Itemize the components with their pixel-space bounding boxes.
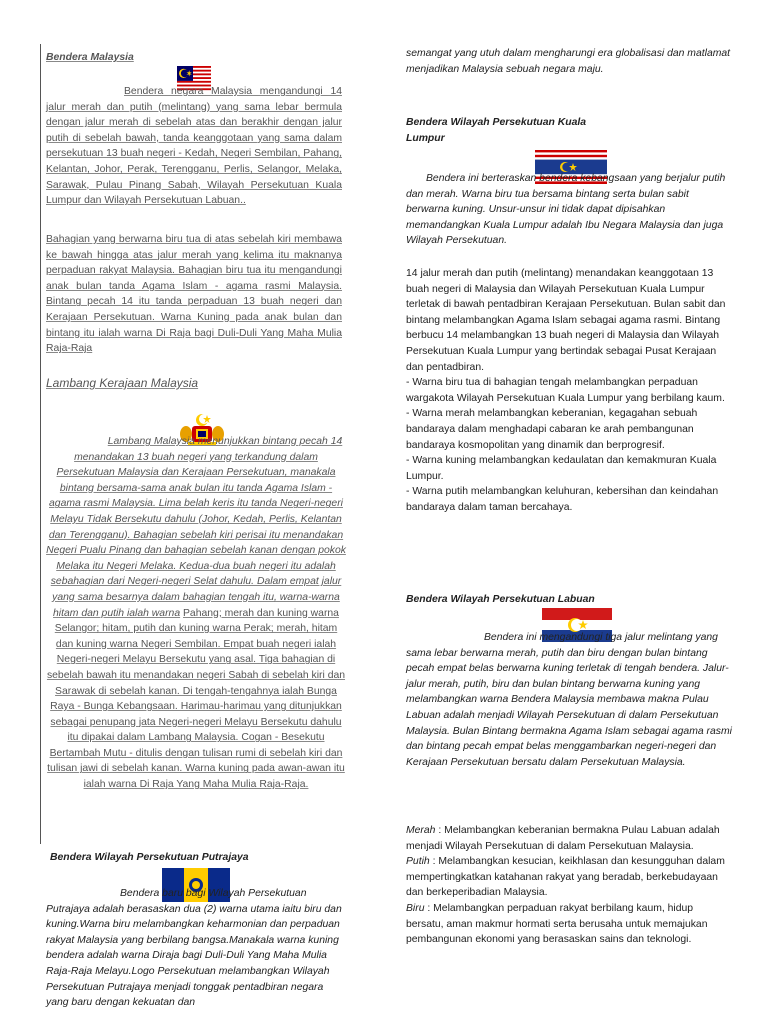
lambang-description — [46, 434, 346, 793]
section-kuala-lumpur — [406, 115, 732, 146]
kl-flag-description — [406, 171, 732, 249]
margin-rule — [40, 44, 41, 844]
section-heading: Bendera Malaysia — [46, 52, 134, 63]
section-bendera-malaysia — [46, 50, 342, 66]
section-heading-line2: Lumpur — [406, 132, 445, 144]
color-item-putih — [406, 854, 732, 901]
color-item-biru — [406, 901, 732, 948]
section-heading: Lambang Kerajaan Malaysia — [46, 376, 199, 390]
labuan-color-meanings — [406, 823, 732, 948]
labuan-flag-description — [406, 630, 732, 770]
malaysia-flag-meaning — [46, 232, 342, 357]
section-heading: Bendera Wilayah Persekutuan Putrajaya — [50, 852, 249, 863]
color-item-merah — [406, 823, 732, 854]
paragraph: semangat yang utuh dalam mengharungi era globalisasi dan matlamat menjadikan Malaysia sebuah negara maju. — [406, 48, 731, 75]
section-putrajaya — [46, 850, 342, 866]
paragraph: Bendera ini berteraskan bendera kebangsaan yang berjalur putih dan merah. Warna biru tua bersama bintang serta bulan sabit berwarna kuning. Unsur-unsur ini tidak dapat dipisahkan memandangkan Kuala Lumpur adalah Ibu Negara Malaysia dan juga Wilayah Persekutuan. — [406, 173, 726, 247]
section-labuan — [406, 592, 732, 608]
paragraph: Bendera baru bagi Wilayah Persekutuan Putrajaya adalah berasaskan dua (2) warna utama iaitu biru dan kuning.Warna biru melambangkan keharmonian dan perpaduan rakyat Malaysia yang berbilang bangsa.Manakala warna kuning bendera adalah warna Diraja bagi Duli-Duli Yang Maha Mulia Raja-Raja Melayu.Logo Persekutuan melambangkan Wilayah Persekutuan Putrajaya menjadi tonggak pentadbiran negara yang baru dengan kekuatan dan — [46, 888, 342, 1009]
section-heading-line1: Bendera Wilayah Persekutuan Kuala — [406, 117, 587, 128]
color-desc: : Melambangkan kesucian, keikhlasan dan kesungguhan dalam mempertingkatkan katahanan rakyat yang beradab, berkebudayaan dan berkeperibadian Malaysia. — [406, 856, 725, 899]
color-term: Biru — [406, 902, 425, 914]
normal-text: Pahang; merah dan kuning warna Selangor; hitam, putih dan kuning warna Perak; merah, hitam dan kuning warna Negeri Sembilan. Empat buah negeri ialah Negeri-negeri Melayu Bersekutu yang asal. Tiga bahagian di sebelah bawah itu menandakan negeri Sabah di sebelah kiri dan Sarawak di sebelah kanan. Di tengah-tengahnya ialah Bunga Raya - Bunga Kebangsaan. Harimau-harimau yang ditunjukkan sebagai penupang jata Negeri-negeri Melayu Bersekutu dahulu itu dipakai dalam Lambang Malaysia. Cogan - Besekutu Bertambah Mutu - ditulis dengan tulisan rumi di sebelah kiri dan tulisan jawi di sebelah kanan. Warna kuning pada awan-awan itu ialah warna Di Raja Yang Maha Mulia Raja-Raja. — [46, 607, 346, 791]
malaysia-flag-description — [46, 84, 342, 229]
bullet-item: - Warna kuning melambangkan kedaulatan dan kemakmuran Kuala Lumpur. — [406, 455, 717, 482]
color-desc: : Melambangkan perpaduan rakyat berbilang kaum, hidup bersatu, aman makmur hormati serta berusaha untuk memajukan pembangunan ekonomi yang berasaskan sains dan teknologi. — [406, 902, 708, 946]
color-term: Merah — [406, 825, 436, 836]
paragraph: Bendera ini mengandungi tiga jalur melintang yang sama lebar berwarna merah, putih dan biru dengan bulan bintang pecah empat belas berwarna kuning terletak di tengah bendera. Jalur-jalur merah, putih, biru dan bulan bintang berwarna kuning yang melambangkan warna Bendera Malaysia membawa makna Pulau Labuan adalah menjadi Wilayah Persekutuan di dalam Persekutuan Malaysia. Bulan Bintang bermakna Agama Islam sebagai agama rasmi dan bintang pecah empat belas menggambarkan negeri-negeri dan Kerajaan Persekutuan bersatu dalam Persekutuan Malaysia. — [406, 632, 732, 768]
section-lambang — [46, 375, 342, 391]
color-desc: : Melambangkan keberanian bermakna Pulau Labuan adalah menjadi Wilayah Persekutuan di dalam Persekutuan Malaysia. — [406, 825, 720, 852]
kl-flag-meaning — [406, 266, 732, 516]
bullet-item: - Warna merah melambangkan keberanian, kegagahan sebuah bandaraya dalam menghadapi cabaran ke arah pembangunan bandaraya kosmopolitan yang dinamik dan berprogresif. — [406, 408, 698, 451]
paragraph: 14 jalur merah dan putih (melintang) menandakan keanggotaan 13 buah negeri di Malaysia dan Wilayah Persekutuan Kuala Lumpur terletak di bawah pentadbiran Kerajaan Persekutuan. Bulan sabit dan bintang melambangkan Agama Islam sebagai agama rasmi. Bintang berbucu 14 melambangkan 13 buah negeri di Malaysia dan Wilayah Persekutuan Kuala Lumpur yang bertindak sebagai Pusat Kerajaan dan pentadbiran. — [406, 268, 726, 373]
bullet-item: - Warna biru tua di bahagian tengah melambangkan perpaduan wargakota Wilayah Persekutuan Kuala Lumpur yang berbilang kaum. — [406, 377, 725, 404]
italic-text: Lambang Malaysia menunjukkan bintang pecah 14 menandakan 13 buah negeri yang terkandung dalam Persekutuan Malaysia dan Kerajaan Persekutuan, manakala bintang bersama-sama anak bulan itu tanda Agama Islam - agama rasmi Malaysia. Lima belah keris itu tanda Negeri-negeri Melayu Tidak Bersekutu dahulu (Johor, Kedah, Perlis, Kelantan dan Terengganu). Bahagian sebelah kiri perisai itu menandakan Negeri Pualu Pinang dan bahagian sebelah kanan dengan pokok Melaka itu Negeri Melaka. Kedua-dua buah negeri itu adalah sebahagian dari Negeri-negeri Selat dahulu. Dalam empat jalur yang sama besarnya dalam bahagian tengah itu, warna-warna hitam dan putih ialah warna — [46, 436, 346, 619]
section-heading: Bendera Wilayah Persekutuan Labuan — [406, 594, 595, 605]
putrajaya-description — [46, 886, 342, 1011]
color-term: Putih — [406, 856, 430, 868]
bullet-item: - Warna putih melambangkan keluhuran, kebersihan dan keindahan bandaraya dalam taman bercahaya. — [406, 486, 719, 513]
paragraph: Bahagian yang berwarna biru tua di atas sebelah kiri membawa ke bawah hingga atas jalur merah yang kelima itu maknanya perpaduan rakyat Malaysia. Bahagian biru tua itu mengandungi anak bulan tanda Agama Islam - agama rasmi Malaysia. Bintang pecah 14 itu tanda perpaduan 13 buah negeri dan Kerajaan Persekutuan. Warna Kuning pada anak bulan dan bintang itu ialah warna Di Raja bagi Duli-Duli Yang Maha Mulia Raja-Raja — [46, 234, 342, 355]
paragraph: Bendera negara Malaysia mengandungi 14 jalur merah dan putih (melintang) yang sama lebar bermula dengan jalur merah di sebelah atas dan berakhir dengan jalur putih di sebelah bawah, tanda keanggotaan yang sama dalam persekutuan 13 buah negeri - Kedah, Negeri Sembilan, Pahang, Kelantan, Johor, Perak, Terengganu, Perlis, Selangor, Melaka, Sarawak, Pulau Pinang Sabah, Wilayah Persekutuan Kuala Lumpur dan Wilayah Persekutuan Labuan.. — [46, 86, 342, 207]
continued-text — [406, 46, 732, 77]
